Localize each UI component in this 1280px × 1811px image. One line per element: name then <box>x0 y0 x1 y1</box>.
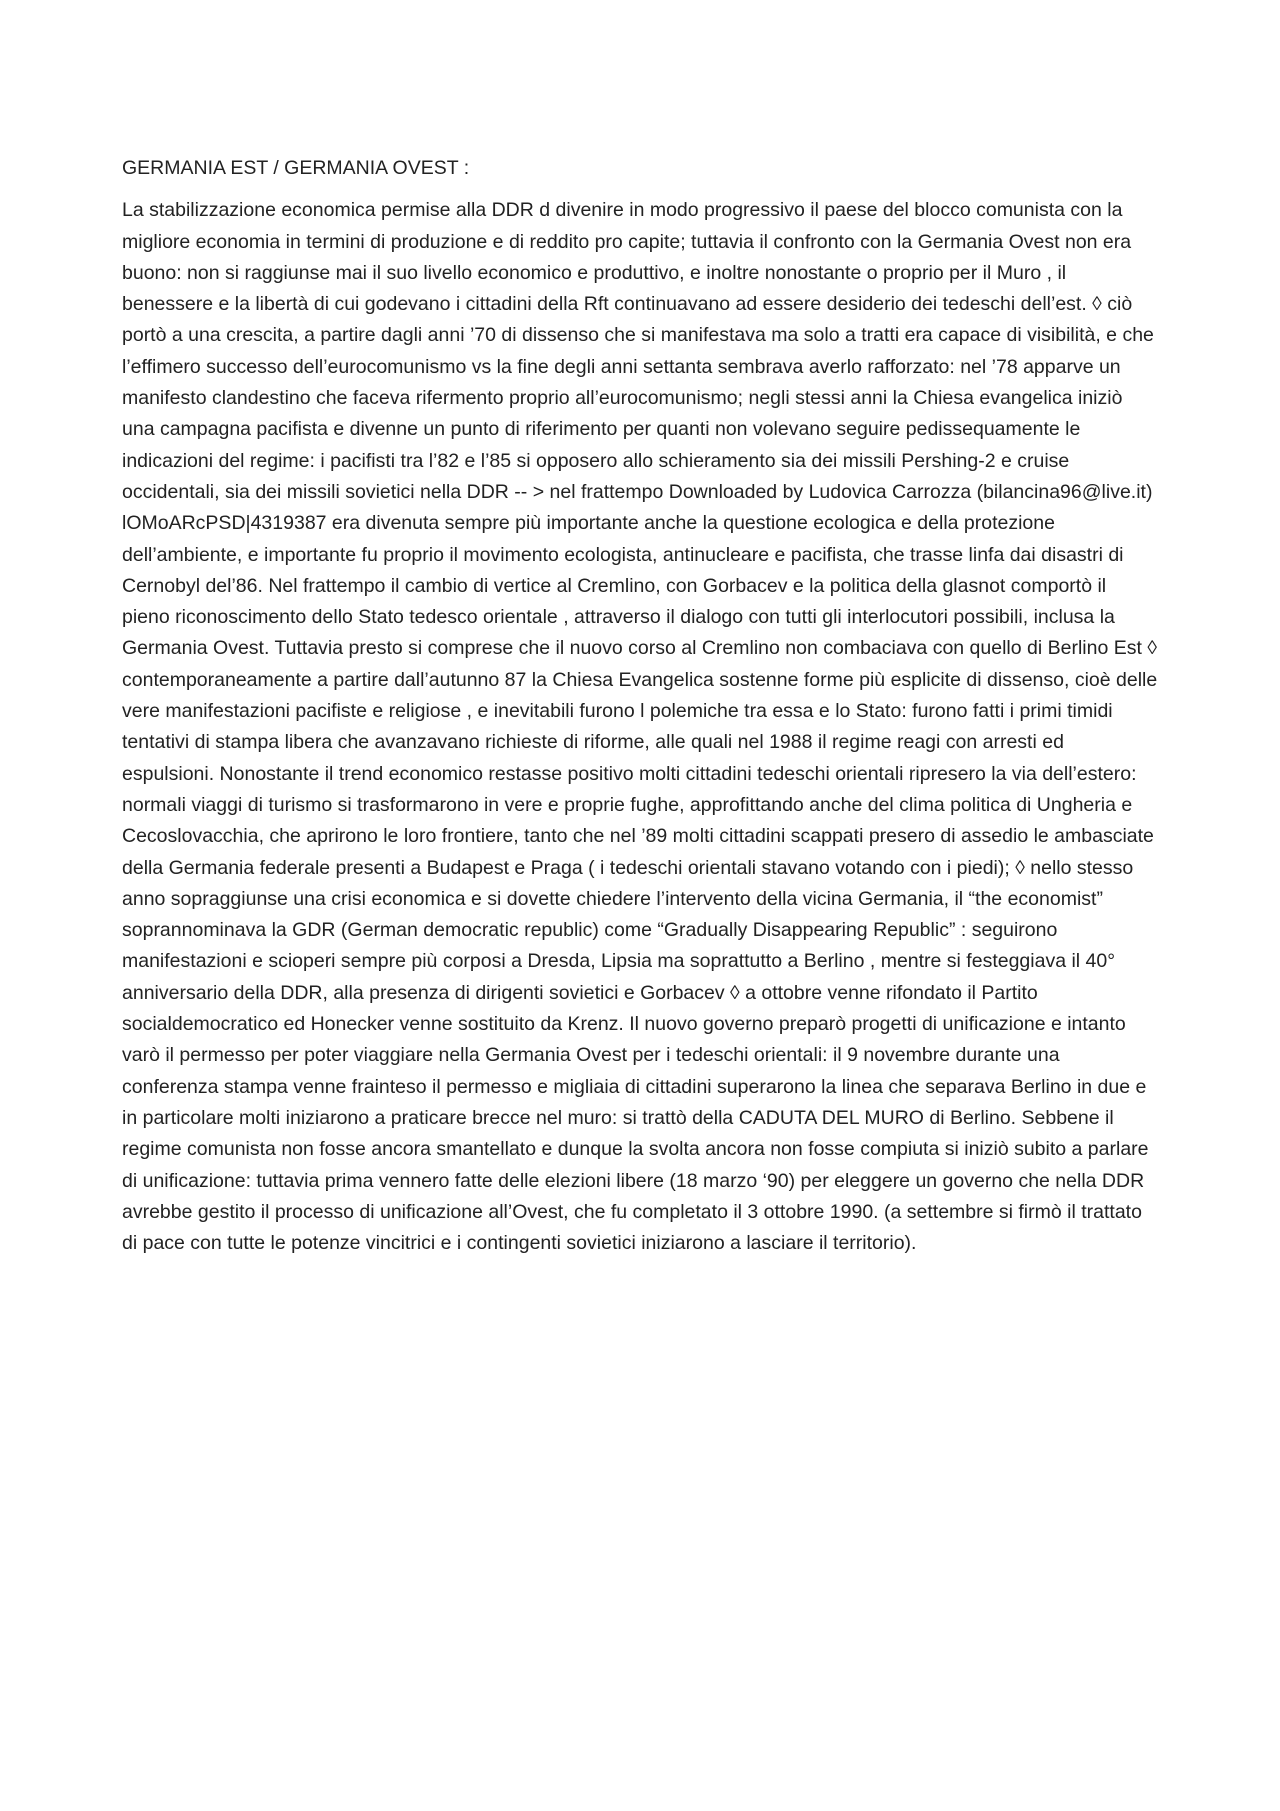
document-title: GERMANIA EST / GERMANIA OVEST : <box>122 157 470 179</box>
document-content <box>122 153 1158 1259</box>
document-body-paragraph: La stabilizzazione economica permise alla DDR d divenire in modo progressivo il paese del blocco comunista con la migliore economia in termini di produzione e di reddito pro capite; tuttavia il confronto con la Germania Ovest non era buono: non si raggiunse mai il suo livello economico e produttivo, e inoltre nonostante o proprio per il Muro , il benessere e la libertà di cui godevano i cittadini della Rft continuavano ad essere desiderio dei tedeschi dell’est. ◊ ciò portò a una crescita, a partire dagli anni ’70 di dissenso che si manifestava ma solo a tratti era capace di visibilità, e che l’effimero successo dell’eurocomunismo vs la fine degli anni settanta sembrava averlo rafforzato: nel ’78 apparve un manifesto clandestino che faceva rifermento proprio all’eurocomunismo; negli stessi anni la Chiesa evangelica iniziò una campagna pacifista e divenne un punto di riferimento per quanti non volevano seguire pedissequamente le indicazioni del regime: i pacifisti tra l’82 e l’85 si opposero allo schieramento sia dei missili Pershing-2 e cruise occidentali, sia dei missili sovietici nella DDR -- > nel frattempo Downloaded by Ludovica Carrozza (bilancina96@live.it) lOMoARcPSD|4319387 era divenuta sempre più importante anche la questione ecologica e della protezione dell’ambiente, e importante fu proprio il movimento ecologista, antinucleare e pacifista, che trasse linfa dai disastri di Cernobyl del’86. Nel frattempo il cambio di vertice al Cremlino, con Gorbacev e la politica della glasnot comportò il pieno riconoscimento dello Stato tedesco orientale , attraverso il dialogo con tutti gli interlocutori possibili, inclusa la Germania Ovest. Tuttavia presto si comprese che il nuovo corso al Cremlino non combaciava con quello di Berlino Est ◊ contemporaneamente a partire dall’autunno 87 la Chiesa Evangelica sostenne forme più esplicite di dissenso, cioè delle vere manifestazioni pacifiste e religiose , e inevitabili furono l polemiche tra essa e lo Stato: furono fatti i primi timidi tentativi di stampa libera che avanzavano richieste di riforme, alle quali nel 1988 il regime reagi con arresti ed espulsioni. Nonostante il trend economico restasse positivo molti cittadini tedeschi orientali ripresero la via dell’estero: normali viaggi di turismo si trasformarono in vere e proprie fughe, approfittando anche del clima politica di Ungheria e Cecoslovacchia, che aprirono le loro frontiere, tanto che nel ’89 molti cittadini scappati presero di assedio le ambasciate della Germania federale presenti a Budapest e Praga ( i tedeschi orientali stavano votando con i piedi); ◊ nello stesso anno sopraggiunse una crisi economica e si dovette chiedere l’intervento della vicina Germania, il “the economist” soprannominava la GDR (German democratic republic) come “Gradually Disappearing Republic” : seguirono manifestazioni e scioperi sempre più corposi a Dresda, Lipsia ma soprattutto a Berlino , mentre si festeggiava il 40° anniversario della DDR, alla presenza di dirigenti sovietici e Gorbacev ◊ a ottobre venne rifondato il Partito socialdemocratico ed Honecker venne sostituito da Krenz. Il nuovo governo preparò progetti di unificazione e intanto varò il permesso per poter viaggiare nella Germania Ovest per i tedeschi orientali: il 9 novembre durante una conferenza stampa venne frainteso il permesso e migliaia di cittadini superarono la linea che separava Berlino in due e in particolare molti iniziarono a praticare brecce nel muro: si trattò della CADUTA DEL MURO di Berlino. Sebbene il regime comunista non fosse ancora smantellato e dunque la svolta ancora non fosse compiuta si iniziò subito a parlare di unificazione: tuttavia prima vennero fatte delle elezioni libere (18 marzo ‘90) per eleggere un governo che nella DDR avrebbe gestito il processo di unificazione all’Ovest, che fu completato il 3 ottobre 1990. (a settembre si firmò il trattato di pace con tutte le potenze vincitrici e i contingenti sovietici iniziarono a lasciare il territorio). <box>122 199 1158 1255</box>
